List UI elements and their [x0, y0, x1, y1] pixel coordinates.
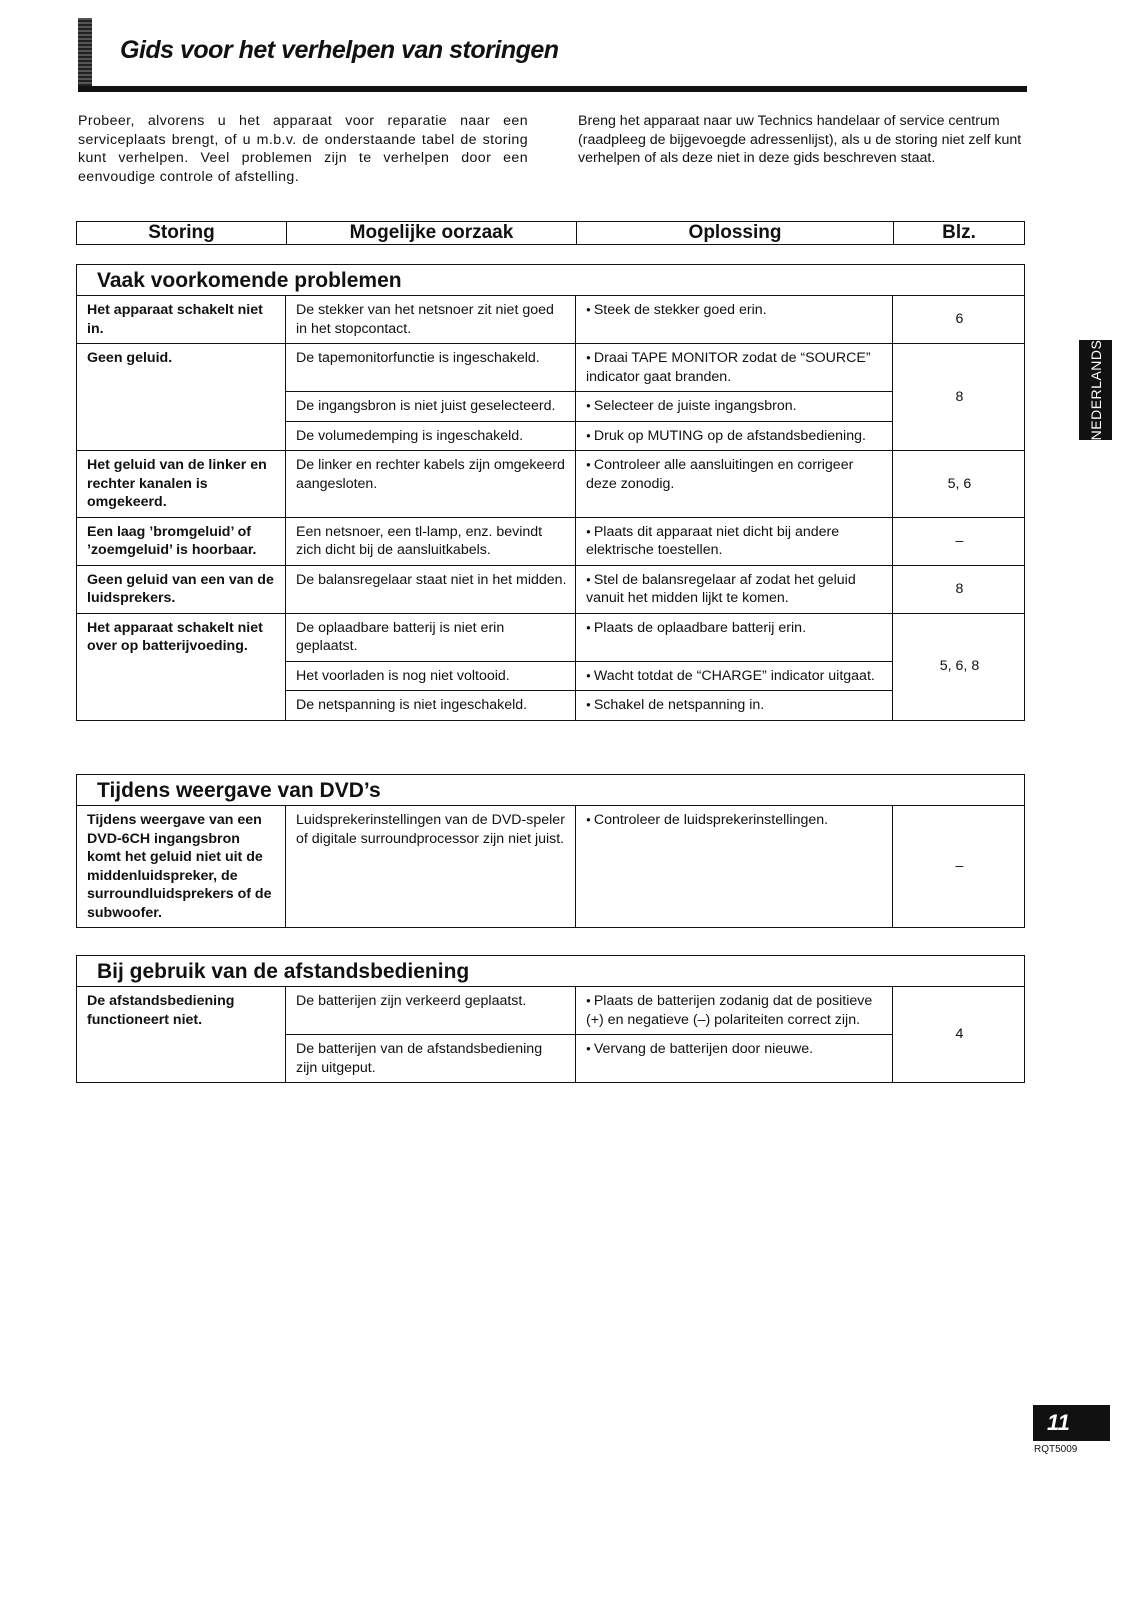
oorzaak-cell: De batterijen van de afstandsbediening zijn uitgeput.: [286, 1034, 576, 1082]
storing-cell: Geen geluid.: [77, 343, 286, 450]
page-ref-cell: 4: [955, 1026, 964, 1043]
page-ref-cell: 5, 6: [893, 450, 1024, 517]
storing-cell: Geen geluid van een van de luidsprekers.: [77, 565, 286, 613]
header-oplossing: Oplossing: [576, 222, 893, 244]
oplossing-cell: ● Draai TAPE MONITOR zodat de “SOURCE” indicator gaat branden.: [576, 343, 893, 391]
oplossing-cell: ● Selecteer de juiste ingangsbron.: [576, 391, 893, 421]
oplossing-cell: ● Stel de balansregelaar af zodat het geluid vanuit het midden lijkt te komen.: [576, 565, 893, 613]
oorzaak-cell: De volumedemping is ingeschakeld.: [286, 421, 576, 451]
oplossing-cell: ● Druk op MUTING op de afstandsbediening.: [576, 421, 893, 451]
storing-cell: Het geluid van de linker en rechter kanalen is omgekeerd.: [77, 450, 286, 517]
intro-right-paragraph: Breng het apparaat naar uw Technics handelaar of service centrum (raadpleeg de bijgevoegde adressenlijst), als u de storing niet zelf kunt verhelpen of als deze niet in deze gids beschreven staat.: [578, 113, 1022, 166]
oorzaak-cell: Het voorladen is nog niet voltooid.: [286, 661, 576, 691]
title-accent-bar: [78, 18, 92, 90]
title-rule: [78, 86, 1027, 92]
oplossing-cell: ● Plaats de batterijen zodanig dat de positieve (+) en negatieve (–) polariteiten correct zijn.: [576, 987, 893, 1034]
oplossing-cell: ● Controleer de luidsprekerinstellingen.: [576, 806, 893, 927]
page-ref-cell: 8: [893, 565, 1024, 613]
language-tab-label: NEDERLANDS: [1087, 339, 1104, 441]
oplossing-cell: ● Plaats dit apparaat niet dicht bij andere elektrische toestellen.: [576, 517, 893, 565]
page-title: Gids voor het verhelpen van storingen: [120, 36, 559, 64]
oorzaak-cell: De ingangsbron is niet juist geselecteerd.: [286, 391, 576, 421]
oorzaak-cell: De tapemonitorfunctie is ingeschakeld.: [286, 343, 576, 391]
oorzaak-cell: De linker en rechter kabels zijn omgekeerd aangesloten.: [286, 450, 576, 517]
page-ref-cell: –: [955, 858, 964, 875]
oorzaak-cell: Een netsnoer, een tl-lamp, enz. bevindt zich dicht bij de aansluitkabels.: [286, 517, 576, 565]
oplossing-cell: ● Vervang de batterijen door nieuwe.: [576, 1034, 893, 1082]
page-ref-cell: 8: [893, 343, 1024, 450]
storing-cell: Tijdens weergave van een DVD-6CH ingangsbron komt het geluid niet uit de middenluidspreker, de surroundluidsprekers of de subwoofer.: [77, 806, 286, 927]
oorzaak-cell: Luidsprekerinstellingen van de DVD-speler of digitale surroundprocessor zijn niet juist.: [286, 806, 576, 927]
section-title: Vaak voorkomende problemen: [77, 265, 1024, 296]
section-title: Bij gebruik van de afstandsbediening: [77, 956, 1024, 987]
oorzaak-cell: De oplaadbare batterij is niet erin geplaatst.: [286, 613, 576, 661]
section-grid: [77, 987, 1024, 1082]
oplossing-cell: ● Steek de stekker goed erin.: [576, 296, 893, 343]
header-storing: Storing: [148, 222, 215, 243]
oorzaak-cell: De batterijen zijn verkeerd geplaatst.: [286, 987, 576, 1034]
oorzaak-cell: De balansregelaar staat niet in het midden.: [286, 565, 576, 613]
page-ref-cell: –: [893, 517, 1024, 565]
header-blz: Blz.: [893, 222, 1024, 244]
oorzaak-cell: De netspanning is niet ingeschakeld.: [286, 690, 576, 720]
intro-left-paragraph: Probeer, alvorens u het apparaat voor reparatie naar een serviceplaats brengt, of u m.b.v. de onderstaande tabel de storing kunt verhelpen. Veel problemen zijn te verhelpen door een eenvoudige controle of afstelling.: [78, 113, 528, 185]
page-number: 11: [1033, 1405, 1110, 1441]
section-grid: [77, 806, 1024, 927]
section-common: [76, 264, 1025, 721]
oplossing-cell: ● Plaats de oplaadbare batterij erin.: [576, 613, 893, 661]
storing-cell: Een laag ’bromgeluid’ of ’zoemgeluid’ is hoorbaar.: [77, 517, 286, 565]
section-remote: [76, 955, 1025, 1083]
page-ref-cell: 6: [955, 311, 964, 328]
header-oorzaak: Mogelijke oorzaak: [286, 222, 576, 244]
storing-cell: Het apparaat schakelt niet over op batterijvoeding.: [77, 613, 286, 720]
storing-cell: Het apparaat schakelt niet in.: [77, 296, 286, 343]
section-grid: [77, 296, 1024, 720]
page-ref-cell: 5, 6, 8: [893, 613, 1024, 720]
oorzaak-cell: De stekker van het netsnoer zit niet goed in het stopcontact.: [286, 296, 576, 343]
storing-cell: De afstandsbediening functioneert niet.: [77, 987, 286, 1082]
oplossing-cell: ● Controleer alle aansluitingen en corrigeer deze zonodig.: [576, 450, 893, 517]
section-title: Tijdens weergave van DVD’s: [77, 775, 1024, 806]
oplossing-cell: ● Wacht totdat de “CHARGE” indicator uitgaat.: [576, 661, 893, 691]
document-code: RQT5009: [1034, 1444, 1078, 1455]
oplossing-cell: ● Schakel de netspanning in.: [576, 690, 893, 720]
language-tab: [1079, 340, 1112, 440]
section-dvd: [76, 774, 1025, 928]
table-header: [76, 221, 1025, 245]
